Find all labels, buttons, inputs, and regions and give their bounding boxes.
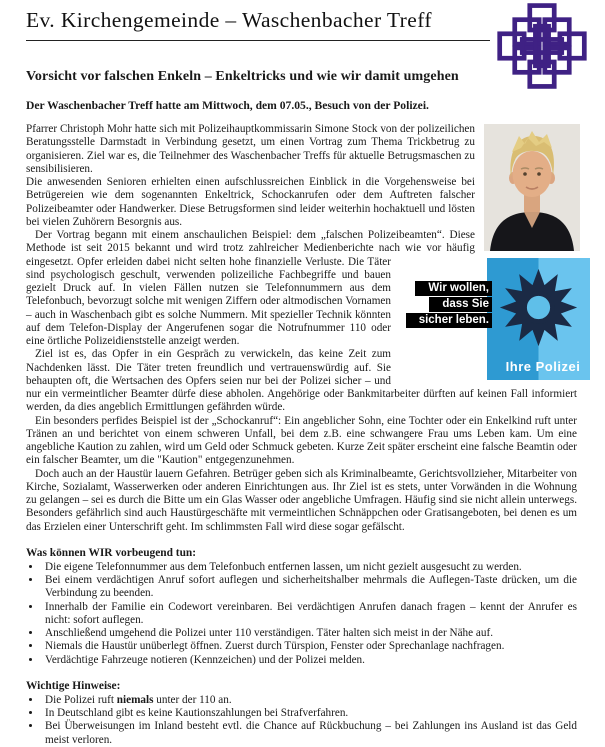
list-item: • Bei einem verdächtigen Anruf sofort auflegen und sicherheitshalber mehrmals die Auflegen-Taste drücken, um die Verbindung zu beenden.	[42, 574, 577, 601]
list-item	[42, 694, 577, 707]
notes-heading: Wichtige Hinweise:	[26, 679, 121, 692]
prevention-list	[26, 561, 577, 667]
note-text: unter der 110 an.	[153, 693, 232, 706]
list-item: • Bei Überweisungen im Inland besteht evtl. die Chance auf Rückbuchung – bei Zahlungen ins Ausland ist das Geld meist verloren.	[42, 720, 577, 747]
paragraph-4: Ziel ist es, das Opfer in ein Gespräch zu verwickeln, das keine Zeit zum Nachdenken lässt. Die Täter treten freundlich und vertrauenswürdig auf. Sie behaupten oft, die Wertsachen des Opfers seien nur bei der Polizei sicher – und nur ein vermeintlicher Beamter dürfe diese abholen. Angehörige oder Bankmitarbeiter dürften auf keinen Fall informiert werden, da dies angeblich Ermittlungen gefährden würde.	[26, 348, 577, 414]
portrait-photo-policewoman	[484, 124, 580, 251]
article-lead: Der Waschenbacher Treff hatte am Mittwoch, dem 07.05., Besuch von der Polizei.	[26, 99, 429, 112]
header-rule	[26, 40, 490, 41]
list-item: • In Deutschland gibt es keine Kautionszahlungen bei Strafverfahren.	[42, 707, 577, 720]
police-panel	[487, 258, 590, 380]
church-cross-icon	[495, 3, 589, 89]
page-title: Ev. Kirchengemeinde – Waschenbacher Treff	[26, 8, 432, 32]
police-slogan	[406, 280, 492, 328]
list-item: • Die eigene Telefonnummer aus dem Telefonbuch entfernen lassen, um nicht gezielt ausgesucht zu werden.	[42, 561, 577, 574]
list-item: • Anschließend umgehend die Polizei unter 110 verständigen. Täter halten sich meist in der Nähe auf.	[42, 627, 577, 640]
list-item: • Verdächtige Fahrzeuge notieren (Kennzeichen) und der Polizei melden.	[42, 654, 577, 667]
paragraph-2: Die anwesenden Senioren erhielten einen aufschlussreichen Einblick in die Vorgehensweise bei Betrügereien wie dem sogenannten Enkeltrick, Schockanrufen oder dem Auftreten falscher Polizeibeamter oder Handwerker. Diese Betrugsformen sind leider weiterhin hochaktuell und lösten bei vielen Zuhörern Besorgnis aus.	[26, 176, 475, 228]
note-text: Die Polizei ruft	[45, 693, 117, 706]
article-body	[26, 123, 581, 534]
police-star-icon	[496, 265, 581, 350]
police-caption: Ihre Polizei	[505, 358, 581, 374]
police-slogan-line: sicher leben.	[406, 313, 492, 328]
paragraph-6: Doch auch an der Haustür lauern Gefahren. Betrüger geben sich als Kriminalbeamte, Gerichtsvollzieher, Mitarbeiter von Kirche, Sozialamt, Wasserwerken oder anderen Einrichtungen aus. Ihr Ziel ist es stets, unter Vorwänden in die Wohnung zu gelangen – sei es durch die Bitte um ein Glas Wasser oder angebliche Umfragen. Häufig sind sie nicht allein unterwegs. Besonders gefährlich sind auch Haustürgeschäfte mit vermeintlichen Schnäppchen oder Gratisangeboten, bei denen es um das Erzielen einer Unterschrift geht. Im schlimmsten Fall wird diese sogar gefälscht.	[26, 467, 577, 533]
police-campaign-logo	[400, 258, 590, 381]
paragraph-3-start: Der Vortrag begann mit einem anschaulichen Beispiel: dem „falschen Polizeibeamten“. Diese Methode ist seit 2015 bekannt und wird trotz zahlreicher Medienberichte nach wie vor häufig eingesetzt.	[26, 229, 475, 268]
notes-list	[26, 694, 577, 747]
police-slogan-line: dass Sie	[429, 297, 492, 312]
note-text-bold: niemals	[116, 693, 154, 706]
prevention-heading: Was können WIR vorbeugend tun:	[26, 546, 197, 559]
paragraph-1: Pfarrer Christoph Mohr hatte sich mit Polizeihauptkommissarin Simone Stock von der polizeilichen Beratungsstelle Darmstadt in Verbindung gesetzt, um einen Vortrag zum Thema Trickbetrug zu organisieren. Ziel war es, die Teilnehmer des Waschenbacher Treffs für aktuelle Betrugsmaschen zu sensibilisieren.	[26, 123, 475, 175]
paragraph-5: Ein besonders perfides Beispiel ist der „Schockanruf“: Ein angeblicher Sohn, eine Tochter oder ein Enkelkind ruft unter Tränen an und berichtet von einem schweren Unfall, bei dem z.B. eine schwangere Frau ums Leben kam. Um eine angebliche Kaution zu zahlen, wird um Geld oder Schmuck gebeten. Kurze Zeit später erscheint eine falsche Beamtin oder ein falscher Beamter, um die "Kaution" entgegenzunehmen.	[26, 414, 577, 467]
police-slogan-line: Wir wollen,	[415, 281, 492, 296]
list-item: • Innerhalb der Familie ein Codewort vereinbaren. Bei verdächtigen Anrufen danach fragen – kennt der Anrufer es nicht: sofort auflegen.	[42, 601, 577, 628]
paragraph-3-end: Opfer erleiden dabei nicht selten hohe finanzielle Verluste. Die Täter sind psychologisch geschult, verwenden polizeiliche Fachbegriffe und bauen gezielt Druck auf. In vielen Fällen nutzen sie Telefonnummern aus dem Telefonbuch, bevorzugt solche mit wenigen Ziffern oder altmodischen Vornamen – auch in Waschenbach gibt es solche Nummern. Mit spezieller Technik könnten auf dem Telefon-Display der Angerufenen sogar die Notrufnummer 110 oder eine örtliche Polizeidienststelle anzeigt werden.	[26, 255, 391, 347]
article-headline: Vorsicht vor falschen Enkeln – Enkeltricks und wie wir damit umgehen	[26, 69, 459, 84]
list-item: • Niemals die Haustür unüberlegt öffnen. Zuerst durch Türspion, Fenster oder Sprechanlage nachfragen.	[42, 640, 577, 653]
